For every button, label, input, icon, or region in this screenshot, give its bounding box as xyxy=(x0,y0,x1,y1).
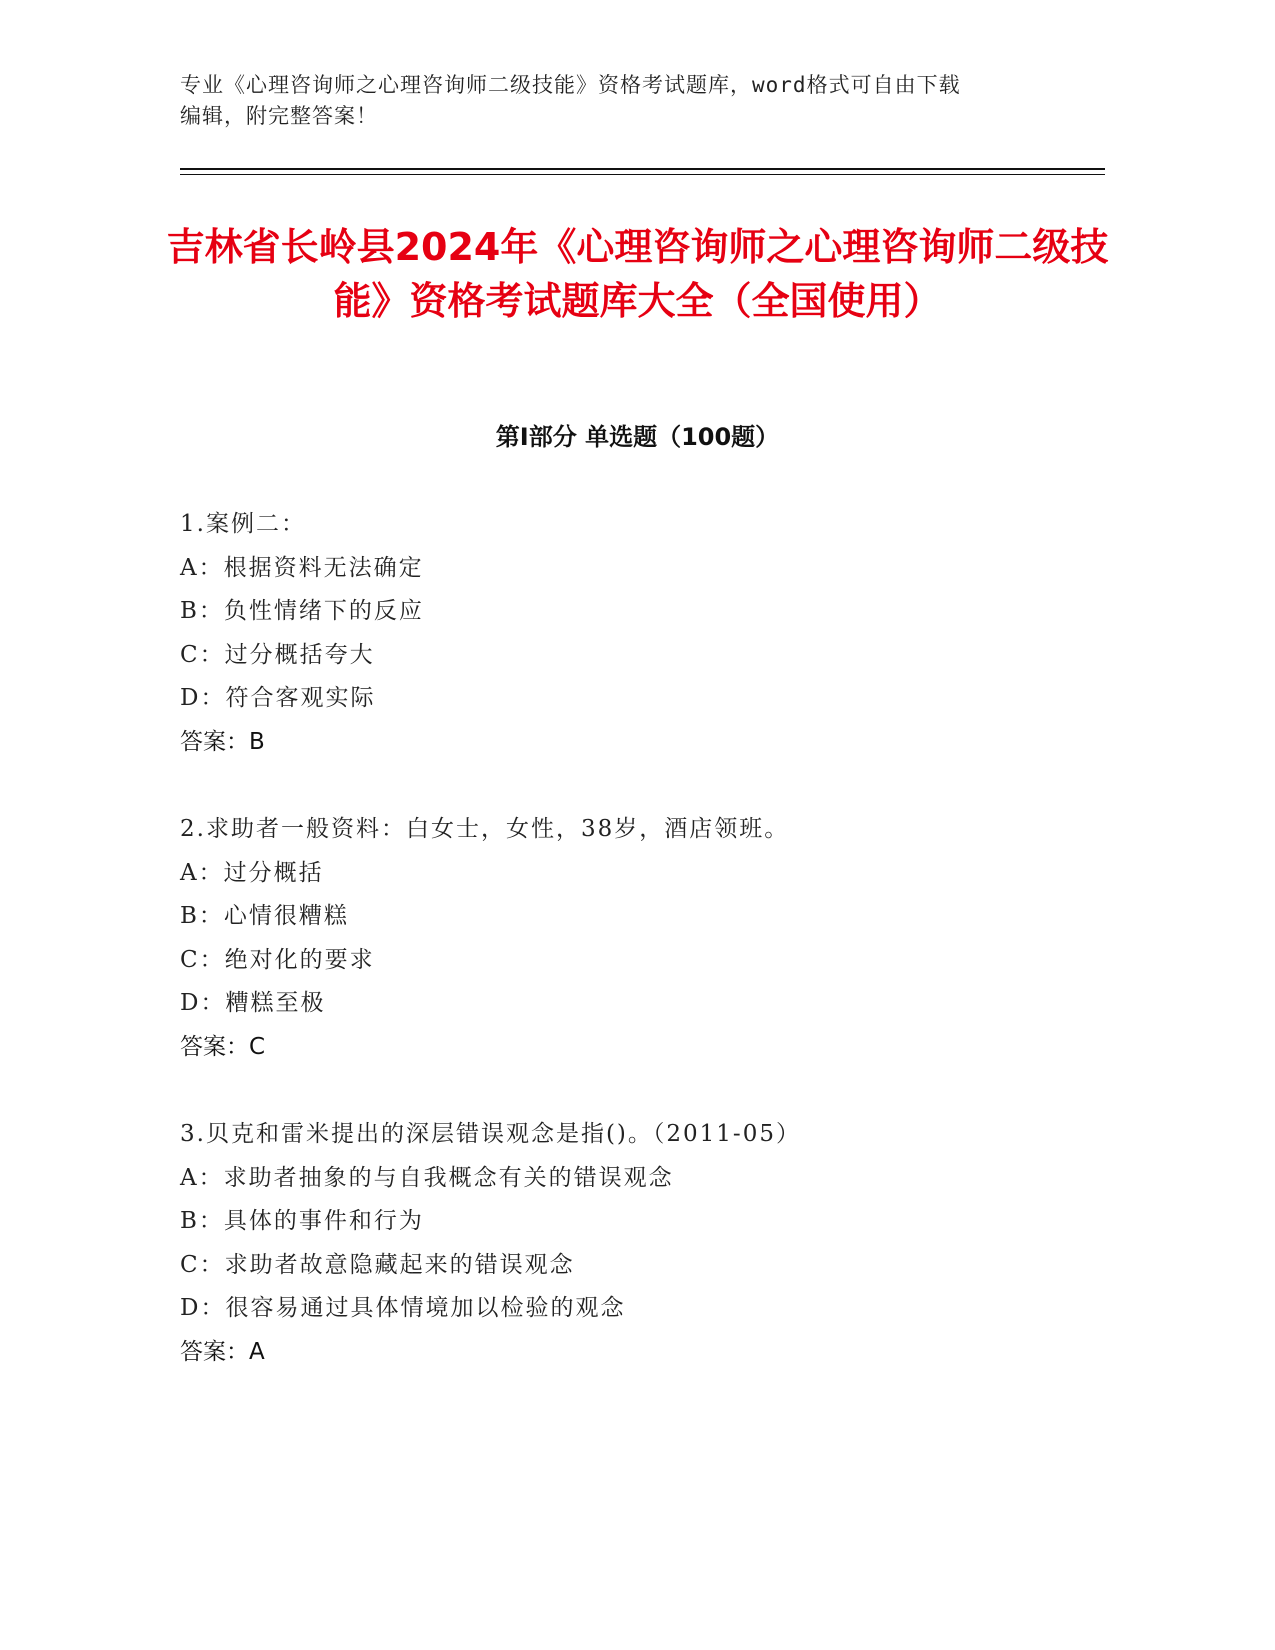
header-note-line-1: 专业《心理咨询师之心理咨询师二级技能》资格考试题库，word格式可自由下载 xyxy=(180,73,961,97)
question-3 xyxy=(180,1113,1100,1374)
option-c: C：过分概括夸大 xyxy=(180,641,375,668)
question-2 xyxy=(180,808,1100,1069)
option-c: C：绝对化的要求 xyxy=(180,946,375,973)
answer: 答案：A xyxy=(180,1338,265,1365)
answer: 答案：B xyxy=(180,728,265,755)
option-a: A：根据资料无法确定 xyxy=(180,554,424,581)
question-stem: 1.案例二： xyxy=(180,511,306,537)
option-a: A：过分概括 xyxy=(180,859,324,886)
question-stem: 2.求助者一般资料：白女士，女性，38岁，酒店领班。 xyxy=(180,816,790,842)
option-c: C：求助者故意隐藏起来的错误观念 xyxy=(180,1251,575,1278)
option-b: B：心情很糟糕 xyxy=(180,903,349,929)
header-divider-thin xyxy=(180,174,1105,175)
question-stem: 3.贝克和雷米提出的深层错误观念是指()。（2011-05） xyxy=(180,1121,801,1147)
option-a: A：求助者抽象的与自我概念有关的错误观念 xyxy=(180,1164,674,1191)
option-b: B：负性情绪下的反应 xyxy=(180,598,424,624)
header-note xyxy=(180,70,1060,132)
question-1 xyxy=(180,503,1100,764)
header-note-line-2: 编辑，附完整答案！ xyxy=(180,104,378,128)
option-b: B：具体的事件和行为 xyxy=(180,1208,424,1234)
option-d: D：符合客观实际 xyxy=(180,685,376,711)
section-heading: 第Ⅰ部分 单选题（100题） xyxy=(495,423,780,451)
option-d: D：糟糕至极 xyxy=(180,990,326,1016)
answer: 答案：C xyxy=(180,1033,266,1060)
option-d: D：很容易通过具体情境加以检验的观念 xyxy=(180,1295,626,1321)
header-divider-thick xyxy=(180,168,1105,170)
document-title: 吉林省长岭县2024年《心理咨询师之心理咨询师二级技能》资格考试题库大全（全国使用） xyxy=(166,225,1109,323)
